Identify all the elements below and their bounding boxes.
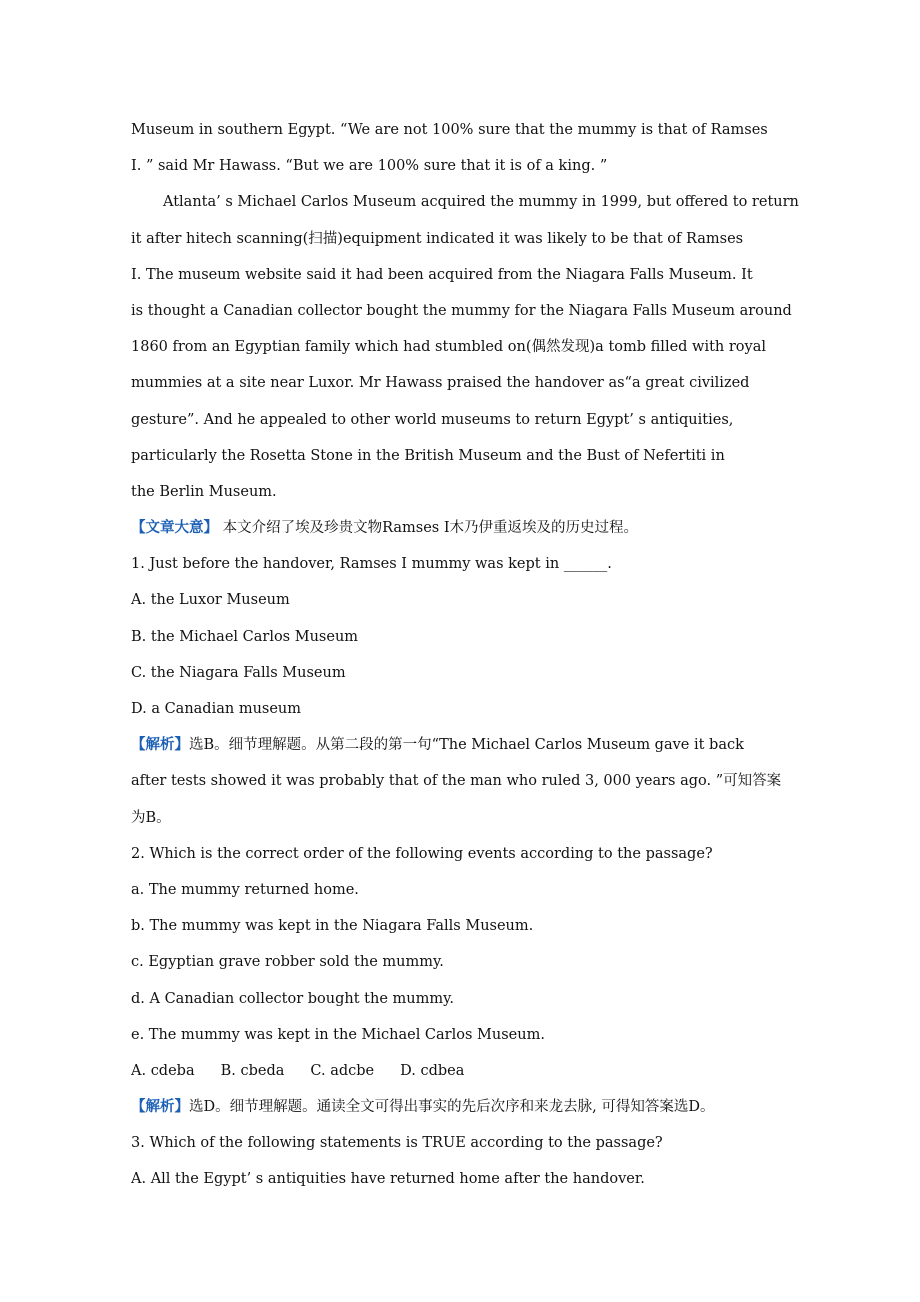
- summary-tag: 【文章大意】: [131, 519, 218, 537]
- question-2: [131, 836, 816, 1126]
- passage-line: mummies at a site near Luxor. Mr Hawass praised the handover as“a great civilized: [131, 375, 750, 392]
- analysis-tag: 【解析】: [131, 1098, 189, 1116]
- passage-line: is thought a Canadian collector bought the mummy for the Niagara Falls Museum around: [131, 302, 792, 319]
- analysis-text: 选B。细节理解题。从第二段的第一句“The Michael Carlos Museum gave it back: [189, 737, 744, 754]
- analysis-text: 选D。细节理解题。通读全文可得出事实的先后次序和来龙去脉, 可得知答案选D。: [189, 1099, 715, 1116]
- analysis: [131, 727, 816, 763]
- document-page: [131, 112, 816, 1198]
- event-item: c. Egyptian grave robber sold the mummy.: [131, 954, 444, 971]
- question-1: [131, 546, 816, 836]
- option: A. cdeba: [131, 1062, 195, 1079]
- analysis-line: 为B。: [131, 809, 171, 826]
- option: C. adcbe: [310, 1062, 375, 1079]
- question-text: 3. Which of the following statements is TRUE according to the passage?: [131, 1135, 663, 1152]
- passage-line: particularly the Rosetta Stone in the British Museum and the Bust of Nefertiti in: [131, 447, 725, 464]
- passage-line: gesture”. And he appealed to other world museums to return Egypt’ s antiquities,: [131, 411, 734, 428]
- question-text: 2. Which is the correct order of the following events according to the passage?: [131, 845, 713, 862]
- option: B. cbeda: [220, 1062, 285, 1079]
- option: A. All the Egypt’ s antiquities have returned home after the handover.: [131, 1171, 645, 1188]
- question-text: 1. Just before the handover, Ramses Ⅰ mummy was kept in ______.: [131, 556, 612, 573]
- event-item: b. The mummy was kept in the Niagara Falls Museum.: [131, 918, 534, 935]
- passage-line: 1860 from an Egyptian family which had stumbled on(偶然发现)a tomb filled with royal: [131, 339, 767, 356]
- option: B. the Michael Carlos Museum: [131, 628, 359, 645]
- passage-line: Museum in southern Egypt. “We are not 100% sure that the mummy is that of Ramses: [131, 122, 768, 138]
- passage-line: Ⅰ. ” said Mr Hawass. “But we are 100% sure that it is of a king. ”: [131, 158, 608, 175]
- summary-text: 本文介绍了埃及珍贵文物Ramses Ⅰ木乃伊重返埃及的历史过程。: [218, 520, 639, 537]
- option: D. a Canadian museum: [131, 701, 302, 717]
- option: D. cdbea: [400, 1062, 465, 1079]
- options-row: [131, 1053, 816, 1089]
- passage-line: Atlanta’ s Michael Carlos Museum acquired the mummy in 1999, but offered to return: [163, 194, 799, 211]
- event-item: a. The mummy returned home.: [131, 881, 359, 898]
- analysis: [131, 1089, 816, 1125]
- analysis-tag: 【解析】: [131, 736, 189, 754]
- option: C. the Niagara Falls Museum: [131, 664, 346, 681]
- passage-line: Ⅰ. The museum website said it had been acquired from the Niagara Falls Museum. It: [131, 266, 753, 283]
- analysis-line: after tests showed it was probably that of the man who ruled 3, 000 years ago. ”可知答案: [131, 773, 782, 790]
- option: A. the Luxor Museum: [131, 592, 290, 609]
- question-3: [131, 1125, 816, 1197]
- summary: [131, 510, 816, 546]
- passage-line: the Berlin Museum.: [131, 483, 277, 500]
- event-item: d. A Canadian collector bought the mummy.: [131, 990, 454, 1007]
- event-item: e. The mummy was kept in the Michael Carlos Museum.: [131, 1026, 545, 1043]
- passage: [131, 112, 816, 510]
- passage-line: it after hitech scanning(扫描)equipment indicated it was likely to be that of Ramses: [131, 230, 744, 247]
